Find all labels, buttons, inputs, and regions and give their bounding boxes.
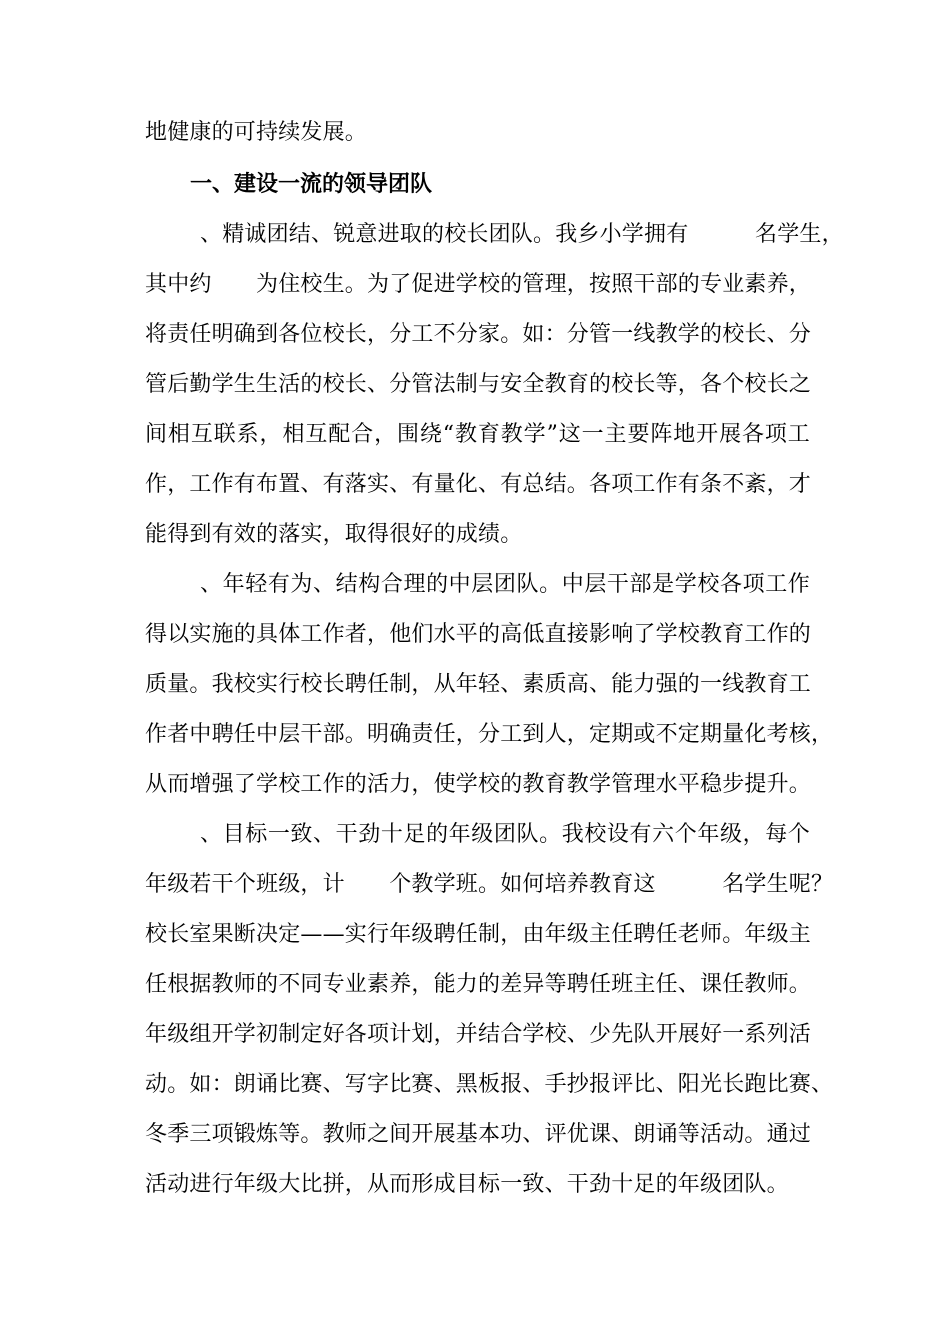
- paragraph-3-line-2: 年级若干个班级，计 个教学班。如何培养教育这 名学生呢？: [145, 872, 834, 897]
- paragraph-1-line-4: 管后勤学生生活的校长、分管法制与安全教育的校长等，各个校长之: [145, 372, 812, 397]
- paragraph-1-line-7: 能得到有效的落实，取得很好的成绩。: [145, 522, 523, 547]
- paragraph-1-line-6: 作，工作有布置、有落实、有量化、有总结。各项工作有条不紊，才: [145, 472, 812, 497]
- paragraph-3-line-6: 动。如：朗诵比赛、写字比赛、黑板报、手抄报评比、阳光长跑比赛、: [145, 1072, 834, 1097]
- paragraph-1-line-1: 、精诚团结、锐意进取的校长团队。我乡小学拥有 名学生，: [200, 222, 844, 247]
- paragraph-2-line-2: 得以实施的具体工作者，他们水平的高低直接影响了学校教育工作的: [145, 622, 812, 647]
- paragraph-1-line-2: 其中约 为住校生。为了促进学校的管理，按照干部的专业素养，: [145, 272, 812, 297]
- paragraph-3-line-8: 活动进行年级大比拼，从而形成目标一致、干劲十足的年级团队。: [145, 1172, 789, 1197]
- paragraph-3-line-7: 冬季三项锻炼等。教师之间开展基本功、评优课、朗诵等活动。通过: [145, 1122, 812, 1147]
- paragraph-1-line-3: 将责任明确到各位校长，分工不分家。如：分管一线教学的校长、分: [145, 322, 812, 347]
- paragraph-2-line-4: 作者中聘任中层干部。明确责任，分工到人，定期或不定期量化考核，: [145, 722, 834, 747]
- paragraph-2-line-5: 从而增强了学校工作的活力，使学校的教育教学管理水平稳步提升。: [145, 772, 812, 797]
- section-heading: 一、建设一流的领导团队: [190, 172, 433, 197]
- paragraph-3-line-3: 校长室果断决定——实行年级聘任制，由年级主任聘任老师。年级主: [145, 922, 812, 947]
- paragraph-3-line-4: 任根据教师的不同专业素养，能力的差异等聘任班主任、课任教师。: [145, 972, 812, 997]
- text-line-1: 地健康的可持续发展。: [145, 120, 368, 145]
- paragraph-3-line-1: 、目标一致、干劲十足的年级团队。我校设有六个年级，每个: [200, 822, 810, 847]
- paragraph-3-line-5: 年级组开学初制定好各项计划，并结合学校、少先队开展好一系列活: [145, 1022, 812, 1047]
- paragraph-2-line-3: 质量。我校实行校长聘任制，从年轻、素质高、能力强的一线教育工: [145, 672, 812, 697]
- paragraph-2-line-1: 、年轻有为、结构合理的中层团队。中层干部是学校各项工作: [200, 572, 810, 597]
- paragraph-1-line-5: 间相互联系，相互配合，围绕“教育教学”这一主要阵地开展各项工: [145, 422, 810, 447]
